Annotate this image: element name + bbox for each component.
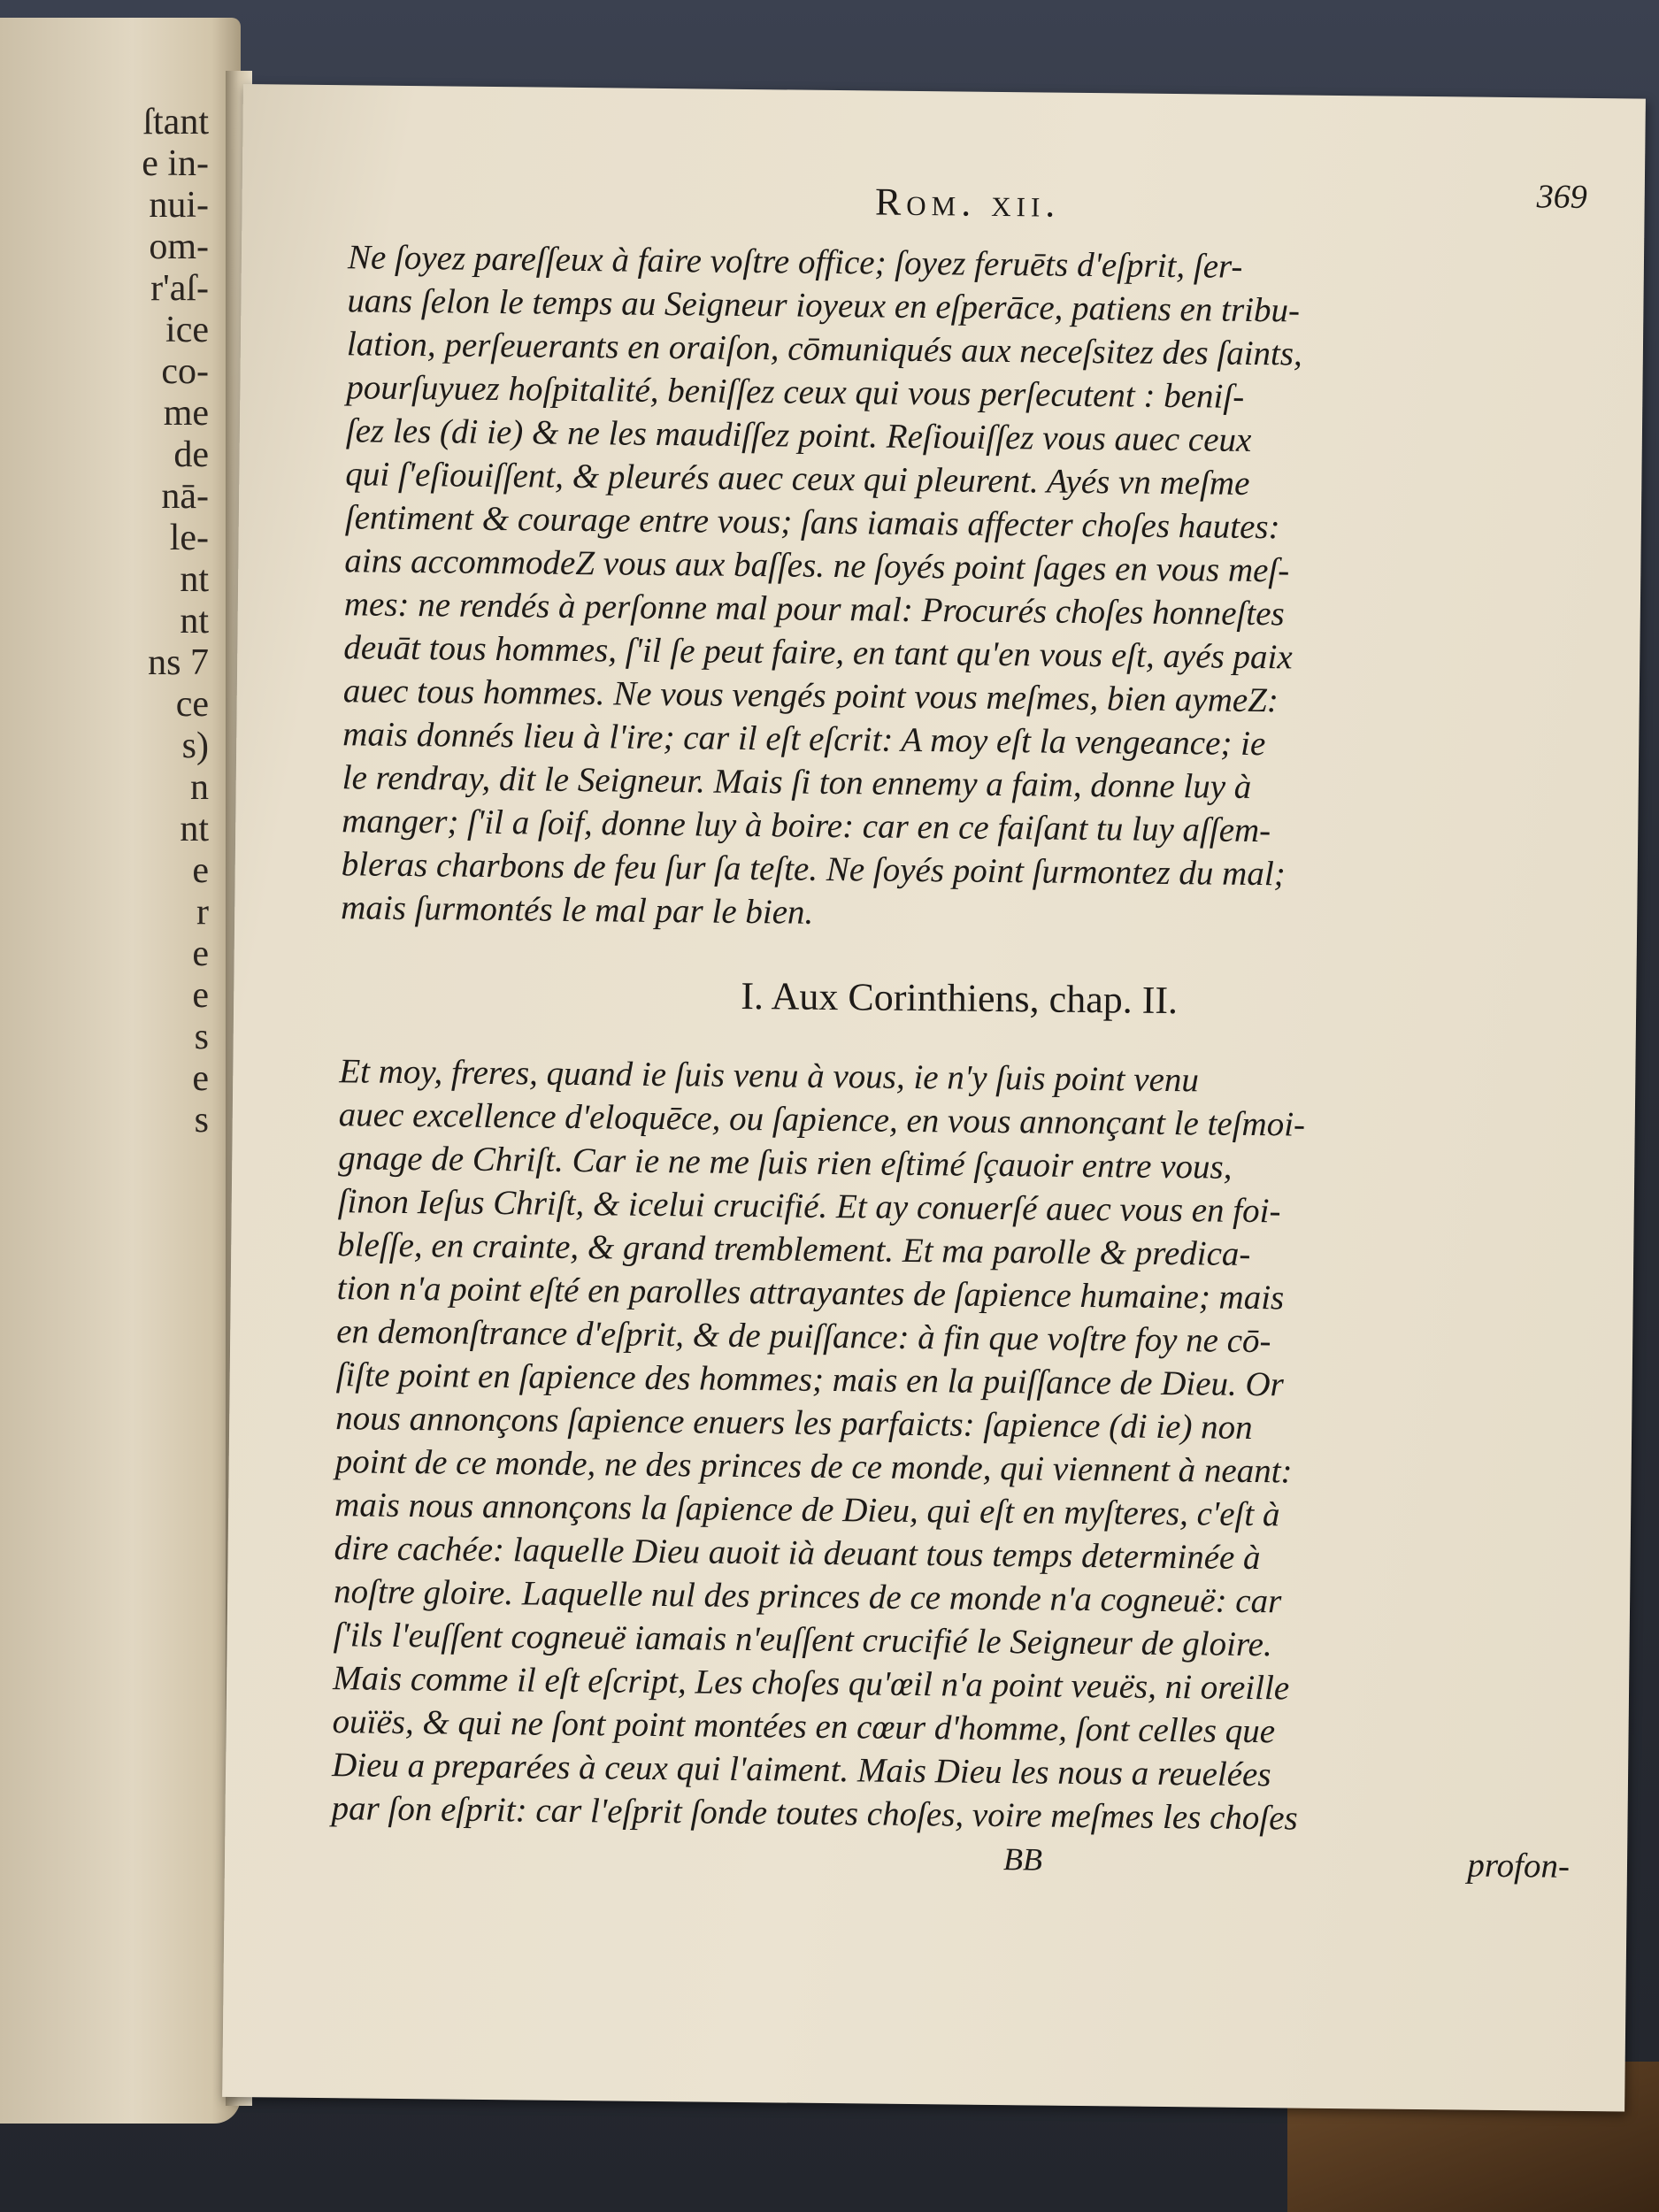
text-block: [331, 173, 1587, 1891]
page-number: 369: [1536, 178, 1587, 216]
text-line: ouïës, & qui ne ſont point montées en cœur d'homme, ſont celles que: [332, 1702, 1276, 1751]
left-page: [0, 18, 241, 2124]
text-line: point de ce monde, ne des princes de ce monde, qui viennent à neant:: [334, 1442, 1293, 1491]
text-line: mais ſurmontés le mal par le bien.: [341, 888, 814, 932]
left-page-fragment: nt: [180, 809, 209, 849]
left-page-fragment: me: [163, 393, 209, 434]
right-page: [222, 84, 1646, 2111]
left-page-fragment: e: [192, 933, 209, 974]
left-page-fragment: nui-: [149, 185, 209, 226]
left-page-fragment: nā-: [161, 476, 209, 517]
text-line: Mais comme il eſt eſcript, Les choſes qu'œil n'a point veuës, ni oreille: [332, 1659, 1290, 1708]
running-head: Rom. xii.: [874, 180, 1061, 226]
text-line: deuāt tous hommes, ſ'il ſe peut faire, en tant qu'en vous eſt, ayés paix: [343, 628, 1293, 677]
text-line: mais nous annonçons la ſapience de Dieu, qui eſt en myſteres, c'eſt à: [334, 1486, 1280, 1534]
left-page-fragment: s: [194, 1100, 209, 1141]
text-line: manger; ſ'il a ſoif, donne luy à boire: car en ce faiſant tu luy aſſem-: [342, 802, 1271, 850]
left-page-fragment: e in-: [142, 143, 209, 184]
left-page-fragment: e: [192, 1058, 209, 1099]
text-line: gnage de Chriſt. Car ie ne me ſuis rien eſtimé ſçauoir entre vous,: [338, 1139, 1233, 1187]
text-line: en demonſtrance d'eſprit, & de puiſſance: à fin que voſtre foy ne cō-: [336, 1312, 1271, 1361]
left-page-fragment: r'aſ-: [150, 268, 209, 309]
text-line: pourſuyuez hoſpitalité, beniſſez ceux qui vous perſecutent : beniſ-: [346, 368, 1245, 416]
text-line: Et moy, freres, quand ie ſuis venu à vous, ie n'y ſuis point venu: [339, 1052, 1200, 1100]
text-line: par ſon eſprit: car l'eſprit ſonde toutes choſes, voire meſmes les choſes: [331, 1789, 1298, 1838]
left-page-fragment: le-: [169, 518, 209, 558]
text-line: dire cachée: laquelle Dieu auoit ià deuant tous temps determinée à: [334, 1529, 1261, 1578]
left-page-fragment: co-: [161, 351, 209, 392]
left-page-fragment: nt: [180, 559, 209, 600]
text-line: ſez les (di ie) & ne les maudiſſez point. Reſiouiſſez vous auec ceux: [345, 411, 1252, 459]
text-line: ſiſte point en ſapience des hommes; mais en la puiſſance de Dieu. Or: [335, 1356, 1285, 1404]
left-page-fragment: om-: [149, 227, 209, 267]
romans-passage: [341, 235, 1586, 942]
left-page-fragment: e: [192, 975, 209, 1016]
left-page-fragment: nt: [180, 601, 209, 641]
page-footer: [331, 1833, 1570, 1891]
text-line: mais donnés lieu à l'ire; car il eſt eſcrit: A moy eſt la vengeance; ie: [342, 715, 1266, 764]
text-line: ſentiment & courage entre vous; ſans iamais affecter choſes hautes:: [344, 498, 1280, 547]
text-line: nous annonçons ſapience enuers les parfaicts: ſapience (di ie) non: [334, 1399, 1253, 1448]
left-page-fragment: ce: [175, 684, 209, 725]
left-page-fragment: e: [192, 850, 209, 891]
text-line: tion n'a point eſté en parolles attrayantes de ſapience humaine; mais: [336, 1269, 1285, 1317]
left-page-fragment: s): [181, 726, 209, 766]
text-line: ſ'ils l'euſſent cogneuë iamais n'euſſent crucifié le Seigneur de gloire.: [333, 1616, 1272, 1664]
text-line: auec excellence d'eloquēce, ou ſapience, en vous annonçant le teſmoi-: [338, 1095, 1306, 1144]
text-line: uans ſelon le temps au Seigneur ioyeux en eſperāce, patiens en tribu-: [347, 281, 1301, 330]
text-line: noſtre gloire. Laquelle nul des princes de ce monde n'a cogneuë: car: [333, 1572, 1282, 1621]
left-page-fragment: de: [173, 434, 209, 475]
text-line: ains accommodeZ vous aux baſſes. ne ſoyés point ſages en vous meſ-: [344, 541, 1290, 590]
left-page-fragment: s: [194, 1017, 209, 1057]
text-line: bleras charbons de feu ſur ſa teſte. Ne ſoyés point ſurmontez du mal;: [341, 845, 1286, 894]
text-line: le rendray, dit le Seigneur. Mais ſi ton ennemy a faim, donne luy à: [342, 758, 1252, 806]
text-line: auec tous hommes. Ne vous vengés point vous meſmes, bien aymeZ:: [342, 672, 1279, 720]
left-page-fragment: r: [196, 892, 209, 933]
left-page-fragment: n: [190, 767, 209, 808]
text-line: ſinon Ieſus Chriſt, & icelui crucifié. Et ay conuerſé auec vous en foi-: [337, 1182, 1281, 1231]
signature-mark: BB: [1002, 1841, 1043, 1878]
left-page-fragment: ſtant: [142, 102, 209, 142]
catchword: profon-: [1467, 1846, 1571, 1886]
left-page-fragment: ice: [165, 310, 209, 350]
section-heading: I. Aux Corinthiens, chap. II.: [741, 973, 1179, 1023]
text-line: lation, perſeuerants en oraiſon, cōmuniqués aux neceſsitez des ſaints,: [346, 325, 1303, 373]
text-line: Ne ſoyez pareſſeux à faire voſtre office; ſoyez feruēts d'eſprit, ſer-: [347, 238, 1243, 286]
page-header: [348, 173, 1587, 249]
left-page-fragment: ns 7: [148, 642, 209, 683]
left-page-text: [142, 102, 209, 1141]
text-line: bleſſe, en crainte, & grand tremblement. Et ma parolle & predica-: [337, 1225, 1251, 1273]
text-line: qui ſ'eſiouiſſent, & pleurés auec ceux qui pleurent. Ayés vn meſme: [345, 455, 1250, 503]
text-line: Dieu a preparées à ceux qui l'aiment. Mais Dieu les nous a reuelées: [331, 1746, 1271, 1794]
corinthians-passage: [331, 1049, 1578, 1843]
text-line: mes: ne rendés à perſonne mal pour mal: Procurés choſes honneſtes: [343, 585, 1285, 634]
